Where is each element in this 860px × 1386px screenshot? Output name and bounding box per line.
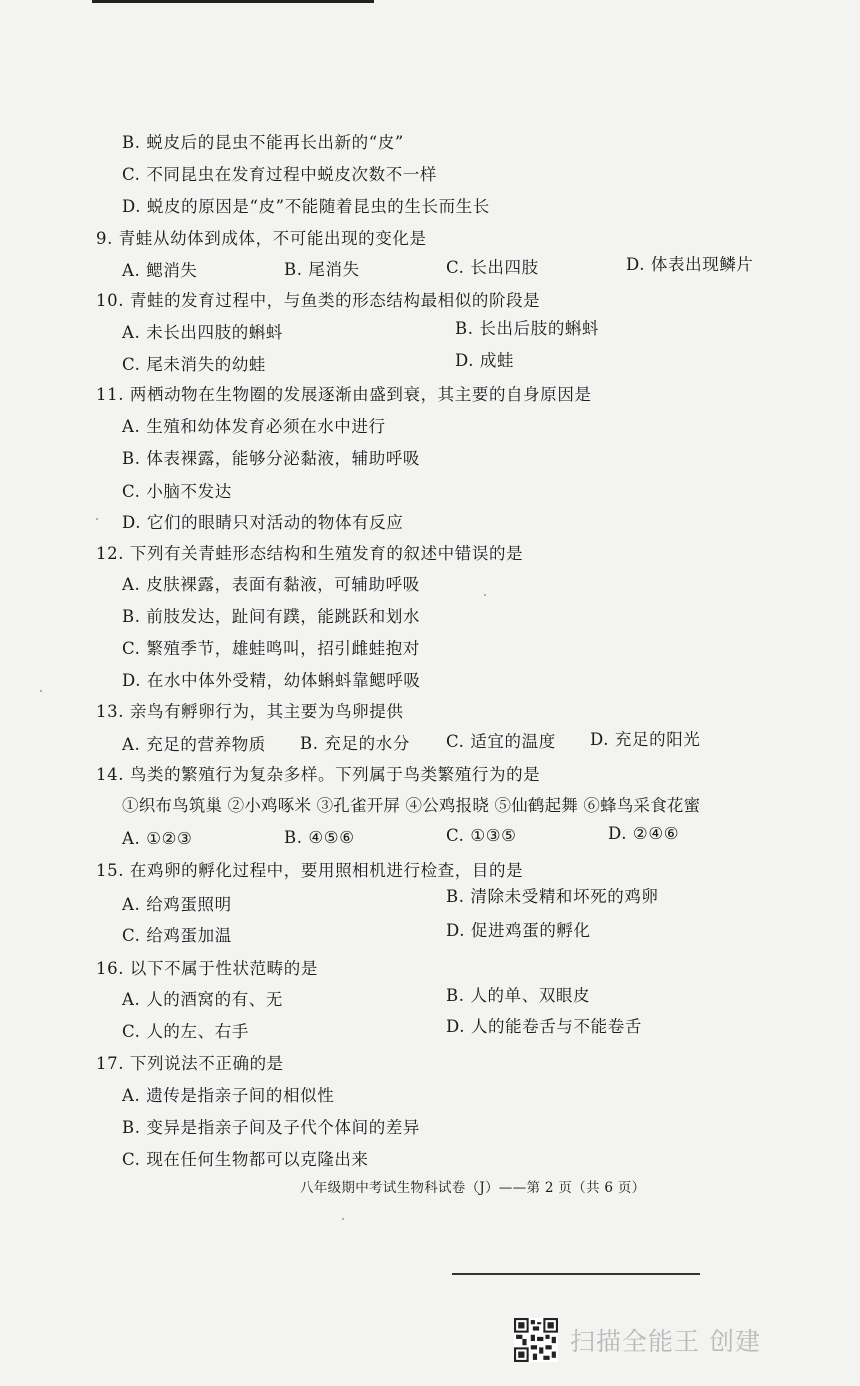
q10-option-c: C. 尾未消失的幼蛙: [122, 355, 267, 374]
q12-option-a: A. 皮肤裸露，表面有黏液，可辅助呼吸: [122, 575, 420, 594]
q17-stem: 17. 下列说法不正确的是: [96, 1054, 284, 1073]
scan-speck: [96, 518, 98, 520]
q14-option-c: C. ①③⑤: [446, 826, 517, 845]
q15-option-a: A. 给鸡蛋照明: [122, 895, 232, 914]
q10-option-d: D. 成蛙: [455, 351, 515, 370]
q16-option-c: C. 人的左、右手: [122, 1022, 249, 1041]
q16-option-d: D. 人的能卷舌与不能卷舌: [446, 1017, 642, 1036]
q14-stem: 14. 鸟类的繁殖行为复杂多样。下列属于鸟类繁殖行为的是: [96, 765, 541, 784]
q10-stem: 10. 青蛙的发育过程中，与鱼类的形态结构最相似的阶段是: [96, 291, 541, 310]
q11-stem: 11. 两栖动物在生物圈的发展逐渐由盛到衰，其主要的自身原因是: [96, 385, 592, 404]
q12-option-d: D. 在水中体外受精，幼体蝌蚪靠鳃呼吸: [122, 671, 421, 690]
q9-option-b: B. 尾消失: [284, 260, 360, 279]
q9-stem: 9. 青蛙从幼体到成体，不可能出现的变化是: [96, 229, 427, 248]
scan-speck: [484, 594, 486, 596]
q8-option-d: D. 蜕皮的原因是“皮”不能随着昆虫的生长而生长: [122, 197, 490, 216]
q9-option-c: C. 长出四肢: [446, 258, 539, 277]
q15-option-c: C. 给鸡蛋加温: [122, 926, 232, 945]
q14-option-b: B. ④⑤⑥: [284, 828, 355, 847]
q12-stem: 12. 下列有关青蛙形态结构和生殖发育的叙述中错误的是: [96, 544, 524, 563]
q13-option-b: B. 充足的水分: [300, 734, 410, 753]
q11-option-a: A. 生殖和幼体发育必须在水中进行: [122, 417, 386, 436]
page-footer: 八年级期中考试生物科试卷（J）——第 2 页（共 6 页）: [300, 1180, 646, 1196]
watermark-text: 扫描全能王 创建: [570, 1327, 761, 1356]
top-rule: [92, 0, 374, 3]
q13-option-a: A. 充足的营养物质: [122, 735, 266, 754]
q14-items: ①织布鸟筑巢 ②小鸡啄米 ③孔雀开屏 ④公鸡报晓 ⑤仙鹤起舞 ⑥蜂鸟采食花蜜: [122, 796, 701, 815]
q10-option-b: B. 长出后肢的蝌蚪: [455, 319, 600, 338]
q17-option-a: A. 遗传是指亲子间的相似性: [122, 1086, 335, 1105]
q14-option-d: D. ②④⑥: [608, 824, 680, 843]
q11-option-c: C. 小脑不发达: [122, 482, 232, 501]
scan-speck: [40, 690, 42, 692]
q12-option-b: B. 前肢发达，趾间有蹼，能跳跃和划水: [122, 607, 421, 626]
q12-option-c: C. 繁殖季节，雄蛙鸣叫，招引雌蛙抱对: [122, 639, 420, 658]
q15-option-b: B. 清除未受精和坏死的鸡卵: [446, 887, 659, 906]
q16-option-b: B. 人的单、双眼皮: [446, 986, 591, 1005]
qr-code-icon: [514, 1318, 558, 1362]
q11-option-b: B. 体表裸露，能够分泌黏液，辅助呼吸: [122, 449, 421, 468]
q15-option-d: D. 促进鸡蛋的孵化: [446, 921, 591, 940]
q17-option-b: B. 变异是指亲子间及子代个体间的差异: [122, 1118, 421, 1137]
scan-speck: [342, 1218, 344, 1220]
q8-option-b: B. 蜕皮后的昆虫不能再长出新的“皮”: [122, 133, 404, 152]
scanner-watermark: [514, 1316, 761, 1364]
q13-stem: 13. 亲鸟有孵卵行为，其主要为鸟卵提供: [96, 702, 404, 721]
bottom-rule: [452, 1273, 700, 1275]
q9-option-d: D. 体表出现鳞片: [626, 255, 754, 274]
q15-stem: 15. 在鸡卵的孵化过程中，要用照相机进行检查，目的是: [96, 861, 524, 880]
q17-option-c: C. 现在任何生物都可以克隆出来: [122, 1150, 369, 1169]
q16-stem: 16. 以下不属于性状范畴的是: [96, 959, 318, 978]
q16-option-a: A. 人的酒窝的有、无: [122, 990, 284, 1009]
q8-option-c: C. 不同昆虫在发育过程中蜕皮次数不一样: [122, 165, 438, 184]
q10-option-a: A. 未长出四肢的蝌蚪: [122, 323, 284, 342]
q13-option-d: D. 充足的阳光: [590, 730, 701, 749]
q9-option-a: A. 鳃消失: [122, 261, 198, 280]
q13-option-c: C. 适宜的温度: [446, 732, 556, 751]
q14-option-a: A. ①②③: [122, 829, 193, 848]
q11-option-d: D. 它们的眼睛只对活动的物体有反应: [122, 513, 404, 532]
